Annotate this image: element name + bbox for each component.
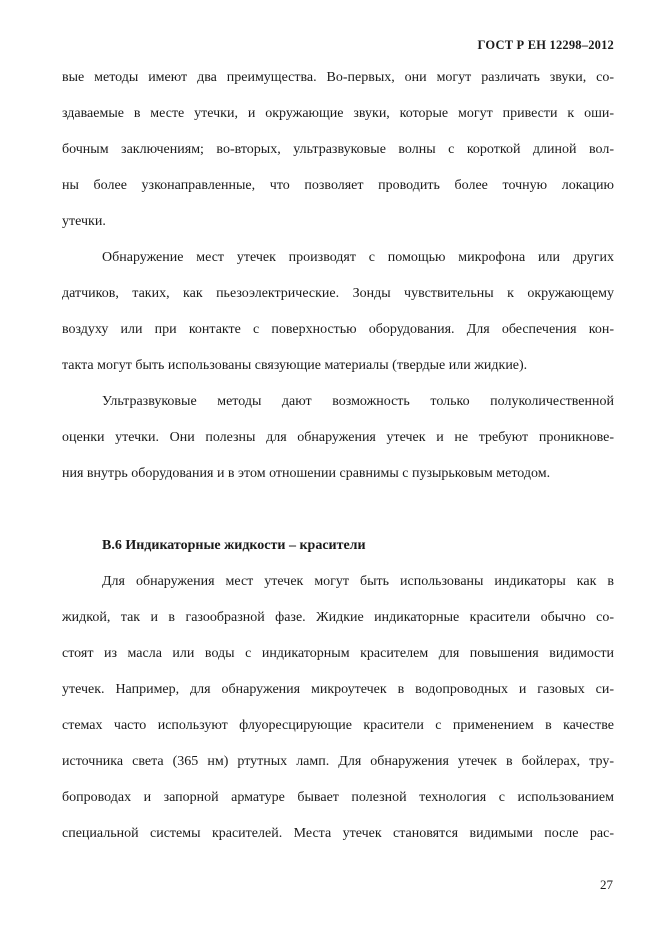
text-line: Для обнаружения мест утечек могут быть использованы индикаторы как в <box>102 574 614 589</box>
text-line: воздуху или при контакте с поверхностью оборудования. Для обеспечения кон- <box>62 322 614 337</box>
text-line: ны более узконаправленные, что позволяет проводить более точную локацию <box>62 178 614 193</box>
text-line: оценки утечки. Они полезны для обнаружения утечек и не требуют проникнове- <box>62 430 614 445</box>
text-line: специальной системы красителей. Места утечек становятся видимыми после рас- <box>62 826 614 841</box>
paragraph-semi-quantitative <box>62 384 614 492</box>
text-line: Обнаружение мест утечек производят с помощью микрофона или других <box>102 250 614 265</box>
text-line: бочным заключениям; во-вторых, ультразвуковые волны с короткой длиной вол- <box>62 142 614 157</box>
section-heading: В.6 Индикаторные жидкости – красители <box>102 538 366 553</box>
text-line: стемах часто используют флуоресцирующие красители с применением в качестве <box>62 718 614 733</box>
text-line: датчиков, таких, как пьезоэлектрические. Зонды чувствительны к окружающему <box>62 286 614 301</box>
text-line: Ультразвуковые методы дают возможность только полуколичественной <box>102 394 614 409</box>
paragraph-microphone-detection <box>62 240 614 384</box>
text-line: утечек. Например, для обнаружения микроутечек в водопроводных и газовых си- <box>62 682 614 697</box>
text-line: бопроводах и запорной арматуре бывает полезной технология с использованием <box>62 790 614 805</box>
document-header-code: ГОСТ Р ЕН 12298–2012 <box>477 38 614 52</box>
paragraph-ultrasound-advantages <box>62 60 614 240</box>
text-line: вые методы имеют два преимущества. Во-первых, они могут различать звуки, со- <box>62 70 614 85</box>
text-line: такта могут быть использованы связующие материалы (твердые или жидкие). <box>62 358 528 373</box>
page-number: 27 <box>600 877 613 892</box>
text-line: источника света (365 нм) ртутных ламп. Для обнаружения утечек в бойлерах, тру- <box>62 754 614 769</box>
document-body <box>62 60 614 852</box>
text-line: стоят из масла или воды с индикаторным красителем для повышения видимости <box>62 646 614 661</box>
text-line: утечки. <box>62 214 106 229</box>
text-line: здаваемые в месте утечки, и окружающие звуки, которые могут привести к оши- <box>62 106 614 121</box>
section-spacer <box>62 492 614 528</box>
paragraph-indicator-dyes <box>62 564 614 852</box>
text-line: ния внутрь оборудования и в этом отношении сравнимы с пузырьковым методом. <box>62 466 551 481</box>
text-line: жидкой, так и в газообразной фазе. Жидкие индикаторные красители обычно со- <box>62 610 614 625</box>
